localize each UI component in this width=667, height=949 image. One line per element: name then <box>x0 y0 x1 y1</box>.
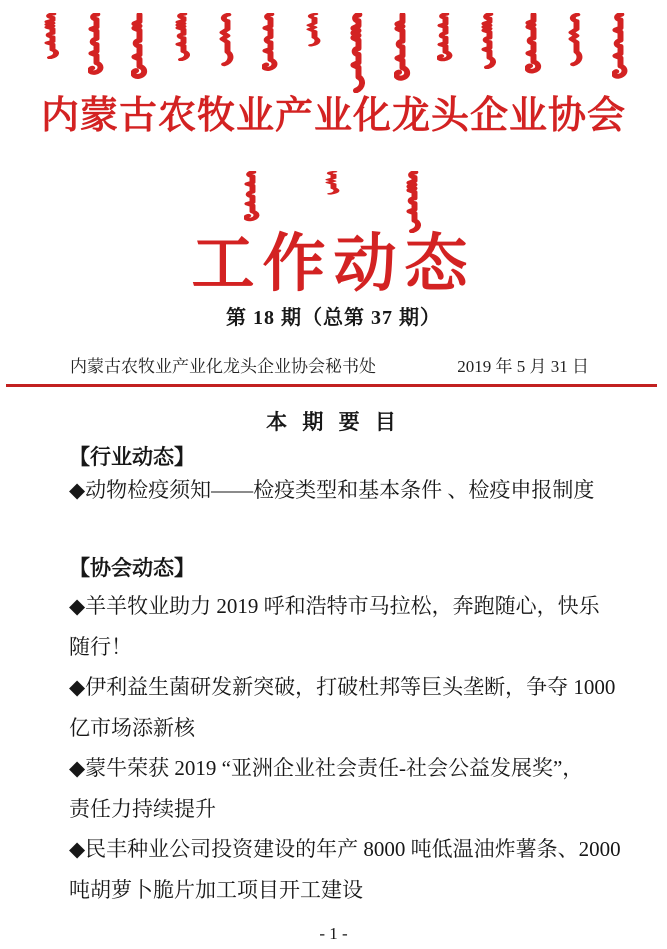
toc-item-line: 亿市场添新核 <box>69 715 195 740</box>
toc-item-line: ◆动物检疫须知——检疫类型和基本条件 、检疫申报制度 <box>69 478 595 502</box>
bulletin-title: 工作动态 <box>191 229 476 299</box>
publisher-name: 内蒙古农牧业产业化龙头企业协会秘书处 <box>70 357 376 376</box>
publisher-date-row <box>70 352 589 377</box>
red-divider-rule <box>6 384 657 387</box>
section-association-news-items <box>69 586 621 910</box>
mongolian-script-glyph <box>481 13 498 69</box>
mongolian-script-glyph <box>262 13 279 73</box>
mongolian-script-glyph <box>131 13 148 85</box>
toc-item-line: ◆伊利益生菌研发新突破，打破杜邦等巨头垄断，争夺 1000 <box>69 675 616 699</box>
toc-item-line: ◆民丰种业公司投资建设的年产 8000 吨低温油炸薯条、2000 <box>69 837 621 861</box>
mongolian-script-glyph <box>325 171 342 195</box>
publish-date: 2019 年 5 月 31 日 <box>457 357 589 376</box>
mongolian-script-glyph <box>437 13 454 63</box>
section-title-industry-news: 【行业动态】 <box>69 445 195 469</box>
toc-heading: 本 期 要 目 <box>266 410 401 434</box>
page-number: - 1 - <box>319 924 348 943</box>
section-title-association-news: 【协会动态】 <box>69 556 195 580</box>
toc-item-line: 责任力持续提升 <box>69 796 216 821</box>
toc-item-line: 随行！ <box>69 634 132 659</box>
mongolian-script-glyph <box>350 13 367 93</box>
mongolian-script-glyph <box>219 13 236 67</box>
mongolian-script-glyph <box>568 13 585 67</box>
toc-item-line: ◆蒙牛荣获 2019 “亚洲企业社会责任-社会公益发展奖”， <box>69 756 584 780</box>
mongolian-script-glyph <box>612 13 629 81</box>
mongolian-script-glyph <box>44 13 61 59</box>
mongolian-script-glyph <box>88 13 105 77</box>
mongolian-script-glyph <box>525 13 542 79</box>
mongolian-script-glyph <box>306 13 323 47</box>
mongolian-script-glyph <box>394 13 411 87</box>
toc-item-line: ◆羊羊牧业助力 2019 呼和浩特市马拉松，奔跑随心，快乐 <box>69 594 600 618</box>
issue-number-line: 第 18 期（总第 37 期） <box>226 307 441 329</box>
toc-item-line: 吨胡萝卜脆片加工项目开工建设 <box>69 877 363 902</box>
section-industry-news-items <box>69 470 611 510</box>
organization-title: 内蒙古农牧业产业化龙头企业协会 <box>40 95 626 137</box>
mongolian-script-glyph <box>175 13 192 61</box>
